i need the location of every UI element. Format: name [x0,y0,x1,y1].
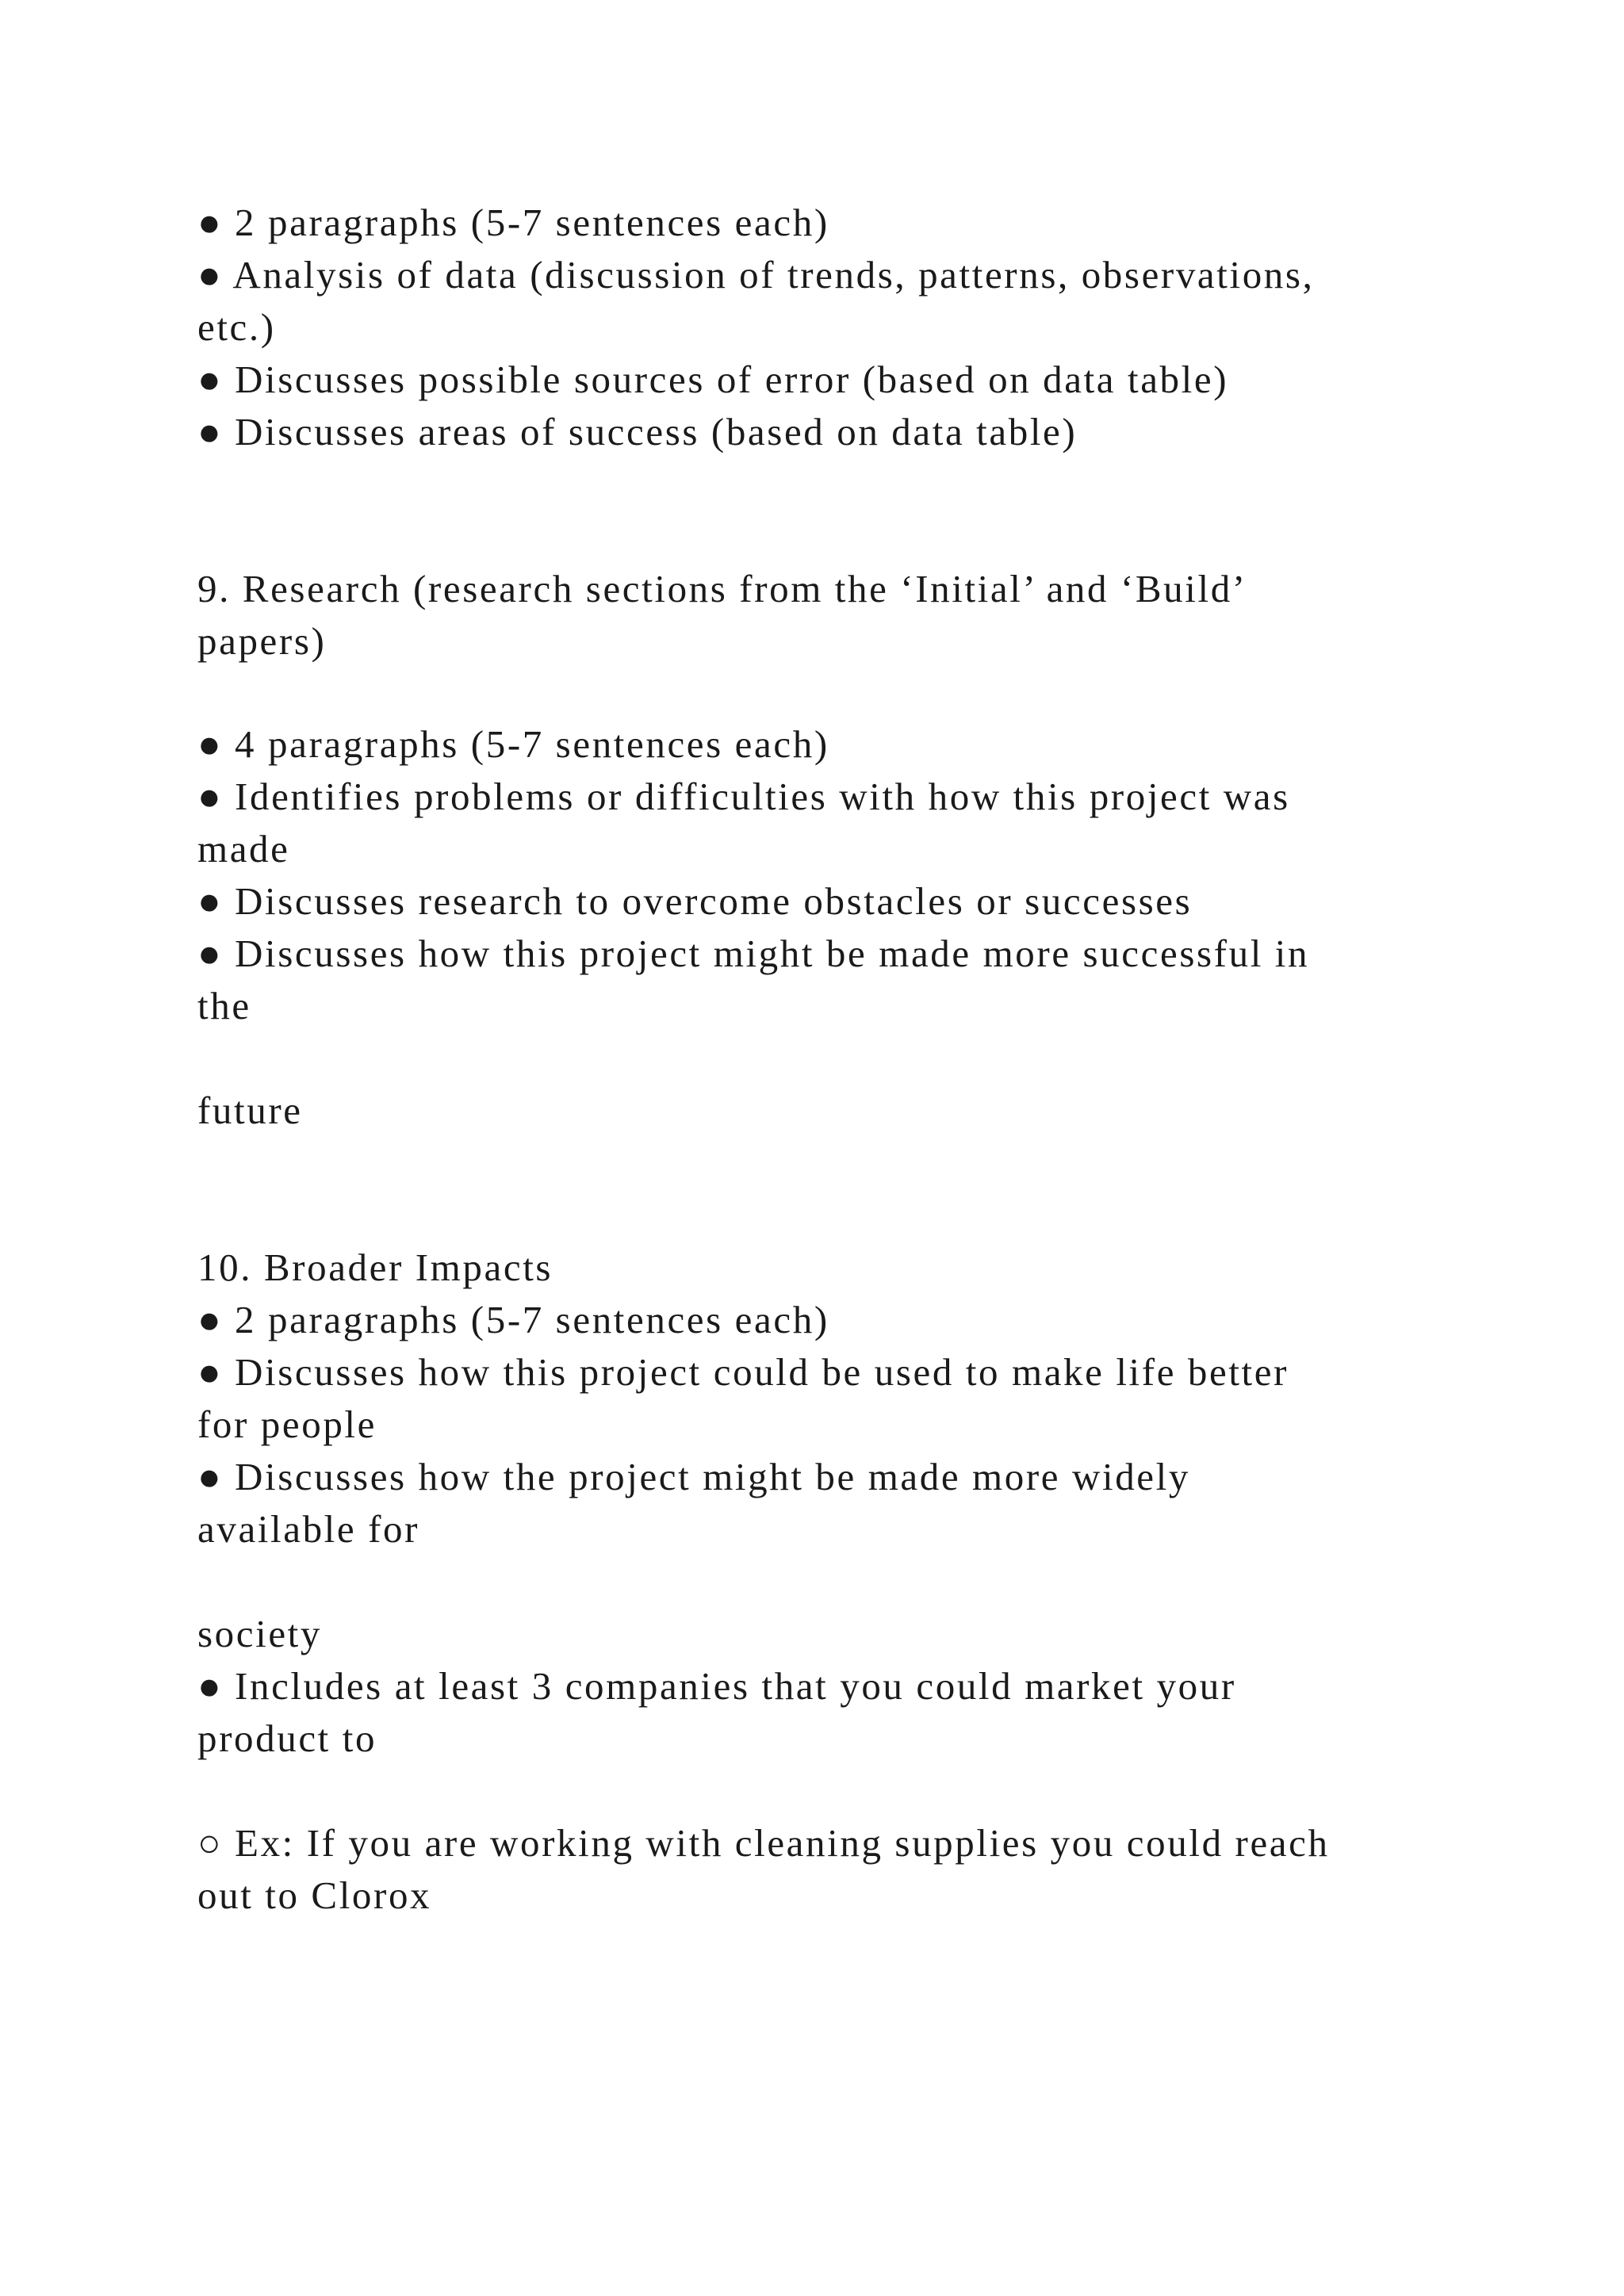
line-life-better: ● Discusses how this project could be used to make life better [197,1350,1289,1394]
heading-research: 9. Research (research sections from the ‘Initial’ and ‘Build’ [197,567,1247,610]
line-companies: ● Includes at least 3 companies that you could market your [197,1664,1236,1708]
line-widely-available: ● Discusses how the project might be made more widely [197,1455,1190,1498]
line-widely-available-cont: available for [197,1507,420,1551]
line-research-paragraphs: ● 4 paragraphs (5-7 sentences each) [197,722,829,766]
line-example: ○ Ex: If you are working with cleaning supplies you could reach [197,1821,1330,1865]
line-example-cont: out to Clorox [197,1873,432,1917]
line-areas-of-success: ● Discusses areas of success (based on data table) [197,410,1078,453]
line-more-successful: ● Discusses how this project might be made more successful in [197,932,1310,975]
line-identifies-problems: ● Identifies problems or difficulties with how this project was [197,775,1290,818]
line-society: society [197,1612,322,1655]
heading-research-cont: papers) [197,619,327,663]
line-more-successful-cont: the [197,984,251,1027]
line-analysis-paragraphs: ● 2 paragraphs (5-7 sentences each) [197,201,829,244]
line-future: future [197,1089,303,1132]
line-analysis-of-data-cont: etc.) [197,305,276,349]
line-life-better-cont: for people [197,1402,377,1446]
line-impacts-paragraphs: ● 2 paragraphs (5-7 sentences each) [197,1298,829,1341]
line-identifies-problems-cont: made [197,827,290,871]
line-analysis-of-data: ● Analysis of data (discussion of trends, patterns, observations, [197,253,1315,297]
heading-broader-impacts: 10. Broader Impacts [197,1246,553,1289]
line-sources-of-error: ● Discusses possible sources of error (based on data table) [197,358,1229,401]
line-companies-cont: product to [197,1716,377,1760]
line-research-obstacles: ● Discusses research to overcome obstacles or successes [197,879,1193,923]
